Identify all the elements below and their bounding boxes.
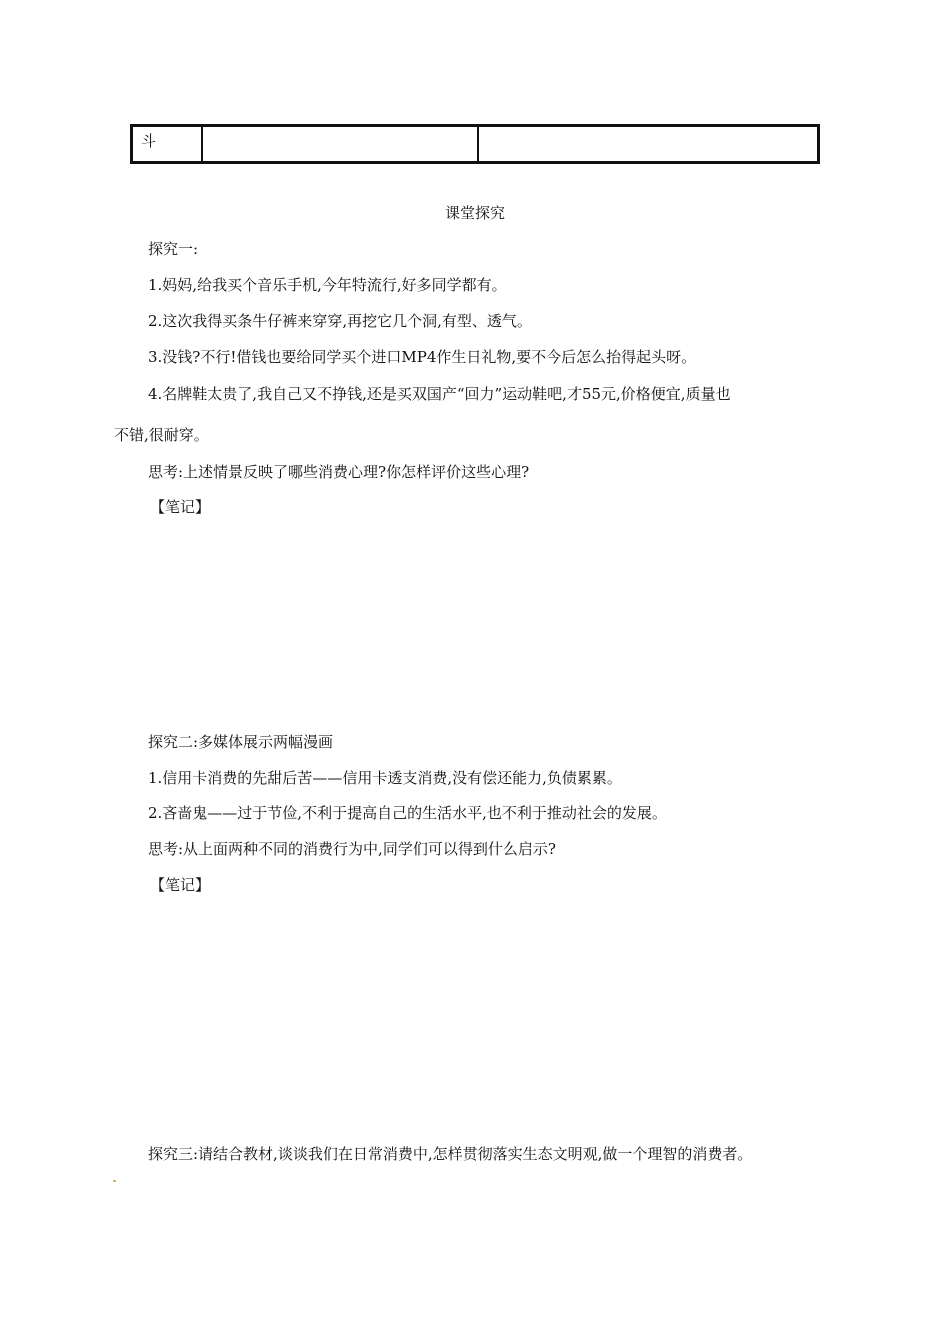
explore1-question: 思考:上述情景反映了哪些消费心理?你怎样评价这些心理? — [148, 463, 530, 481]
explore1-item-3: 3.没钱?不行!借钱也要给同学买个进口MP4作生日礼物,要不今后怎么抬得起头呀。 — [148, 348, 697, 366]
table-row — [132, 126, 819, 163]
table-cell-3 — [478, 126, 819, 163]
explore1-note-label: 【笔记】 — [150, 498, 211, 516]
explore2-item-1: 1.信用卡消费的先甜后苦——信用卡透支消费,没有偿还能力,负债累累。 — [148, 769, 622, 787]
table-cell-2 — [202, 126, 478, 163]
section-title: 课堂探究 — [444, 204, 505, 222]
explore1-item-4-cont: 不错,很耐穿。 — [114, 426, 209, 444]
table-cell-label: 斗 — [132, 126, 203, 163]
explore1-item-4: 4.名牌鞋太贵了,我自己又不挣钱,还是买双国产“回力”运动鞋吧,才55元,价格便宜,质量也 — [148, 385, 731, 403]
explore2-heading: 探究二:多媒体展示两幅漫画 — [148, 733, 334, 751]
explore1-item-1: 1.妈妈,给我买个音乐手机,今年特流行,好多同学都有。 — [148, 276, 507, 294]
explore1-item-2: 2.这次我得买条牛仔裤来穿穿,再挖它几个洞,有型、透气。 — [148, 312, 532, 330]
explore2-item-2: 2.吝啬鬼——过于节俭,不利于提高自己的生活水平,也不利于推动社会的发展。 — [148, 804, 667, 822]
stray-mark — [113, 1180, 116, 1182]
explore2-question: 思考:从上面两种不同的消费行为中,同学们可以得到什么启示? — [148, 840, 556, 858]
table-fragment — [130, 124, 820, 164]
explore1-heading: 探究一: — [148, 240, 199, 258]
explore3-heading: 探究三:请结合教材,谈谈我们在日常消费中,怎样贯彻落实生态文明观,做一个理智的消费者。 — [148, 1145, 753, 1163]
explore2-note-label: 【笔记】 — [150, 876, 211, 894]
